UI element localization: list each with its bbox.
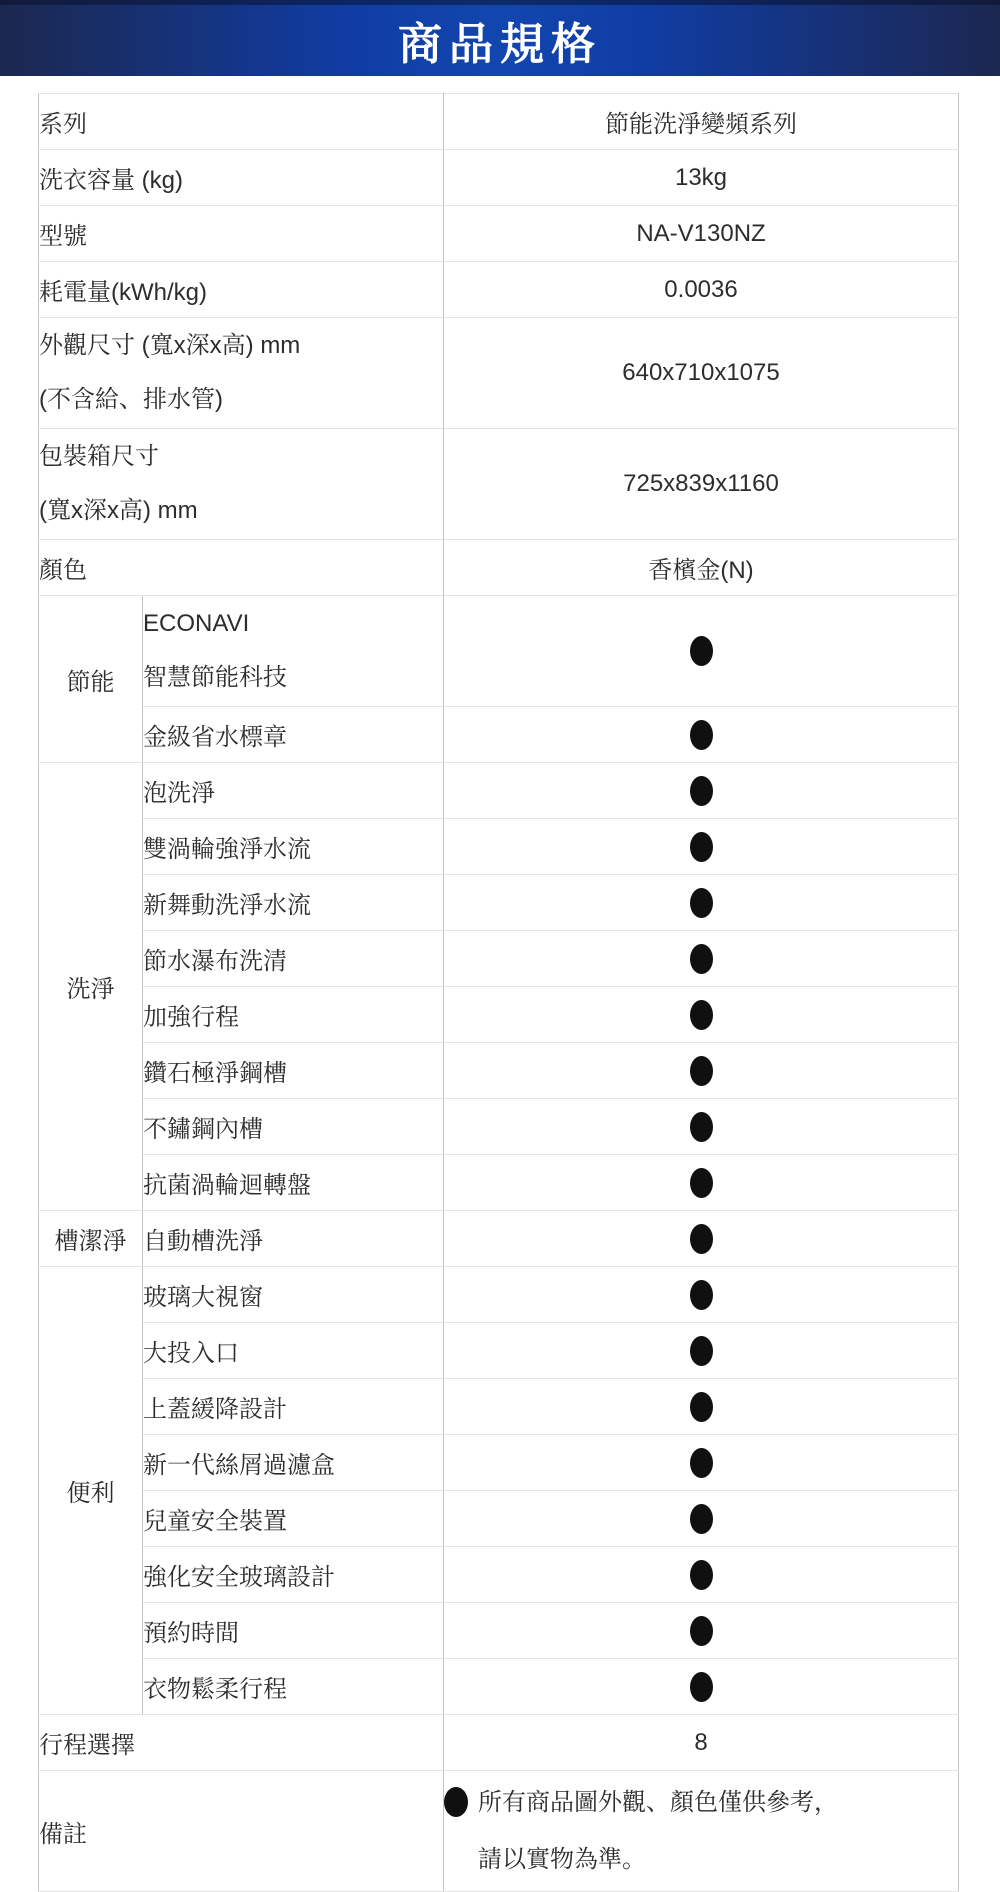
- note-bullet-icon: [444, 1787, 468, 1817]
- feature-bullet-icon: [690, 1336, 713, 1366]
- feature-bullet-icon: [690, 1504, 713, 1534]
- feature-bullet-icon: [690, 1672, 713, 1702]
- feature-label: 金級省水標章: [143, 707, 444, 763]
- feature-label: 新一代絲屑過濾盒: [143, 1435, 444, 1491]
- feature-bullet-icon: [690, 888, 713, 918]
- spec-value-package: 725x839x1160: [444, 429, 959, 540]
- spec-value-series: 節能洗淨變頻系列: [444, 94, 959, 150]
- feature-label: 節水瀑布洗清: [143, 931, 444, 987]
- spec-table: [38, 93, 959, 1892]
- feature-bullet-icon: [690, 1112, 713, 1142]
- table-row: [39, 1435, 959, 1491]
- table-row: [39, 596, 959, 707]
- feature-bullet-icon: [690, 1448, 713, 1478]
- feature-label: 抗菌渦輪迴轉盤: [143, 1155, 444, 1211]
- table-row: [39, 262, 959, 318]
- spec-label-model: 型號: [39, 206, 444, 262]
- spec-label-package: 包裝箱尺寸 (寬x深x高) mm: [39, 429, 444, 540]
- spec-value-capacity: 13kg: [444, 150, 959, 206]
- spec-label-cycles: 行程選擇: [39, 1715, 444, 1771]
- spec-label-remark: 備註: [39, 1771, 444, 1892]
- table-row: [39, 1379, 959, 1435]
- table-row: [39, 1715, 959, 1771]
- feature-bullet-icon: [690, 1056, 713, 1086]
- spec-label-capacity: 洗衣容量 (kg): [39, 150, 444, 206]
- table-row: [39, 1155, 959, 1211]
- spec-value-color: 香檳金(N): [444, 540, 959, 596]
- table-row: [39, 429, 959, 540]
- table-row: [39, 1771, 959, 1892]
- feature-label: 衣物鬆柔行程: [143, 1659, 444, 1715]
- feature-label: 鑽石極淨鋼槽: [143, 1043, 444, 1099]
- group-label-washing: 洗淨: [39, 763, 143, 1211]
- table-row: [39, 987, 959, 1043]
- table-row: [39, 318, 959, 429]
- table-row: [39, 875, 959, 931]
- feature-bullet-icon: [690, 1616, 713, 1646]
- feature-label: 自動槽洗淨: [143, 1211, 444, 1267]
- feature-label: 上蓋緩降設計: [143, 1379, 444, 1435]
- spec-value-power: 0.0036: [444, 262, 959, 318]
- spec-value-dimensions: 640x710x1075: [444, 318, 959, 429]
- remark-cell: [444, 1771, 959, 1892]
- feature-label: 泡洗淨: [143, 763, 444, 819]
- feature-bullet-icon: [690, 1224, 713, 1254]
- feature-label: 加強行程: [143, 987, 444, 1043]
- feature-label: 雙渦輪強淨水流: [143, 819, 444, 875]
- spec-label-power: 耗電量(kWh/kg): [39, 262, 444, 318]
- feature-bullet-icon: [690, 1000, 713, 1030]
- table-row: [39, 763, 959, 819]
- spec-label-series: 系列: [39, 94, 444, 150]
- table-row: [39, 1267, 959, 1323]
- feature-label: 兒童安全裝置: [143, 1491, 444, 1547]
- table-row: [39, 94, 959, 150]
- feature-bullet-icon: [690, 944, 713, 974]
- table-row: [39, 540, 959, 596]
- note-text: 所有商品圖外觀、顏色僅供參考， 請以實物為準。: [444, 1774, 958, 1888]
- table-row: [39, 931, 959, 987]
- spec-label-dimensions: 外觀尺寸 (寬x深x高) mm (不含給、排水管): [39, 318, 444, 429]
- feature-label: 預約時間: [143, 1603, 444, 1659]
- feature-bullet-icon: [690, 776, 713, 806]
- feature-bullet-icon: [690, 1392, 713, 1422]
- feature-label: 大投入口: [143, 1323, 444, 1379]
- table-row: [39, 707, 959, 763]
- spec-value-model: NA-V130NZ: [444, 206, 959, 262]
- feature-label: 玻璃大視窗: [143, 1267, 444, 1323]
- feature-bullet-icon: [690, 1280, 713, 1310]
- group-label-energy: 節能: [39, 596, 143, 763]
- table-row: [39, 819, 959, 875]
- feature-bullet-icon: [690, 832, 713, 862]
- table-row: [39, 206, 959, 262]
- feature-bullet-icon: [690, 720, 713, 750]
- spec-label-color: 顏色: [39, 540, 444, 596]
- table-row: [39, 1211, 959, 1267]
- feature-label: ECONAVI 智慧節能科技: [143, 596, 444, 707]
- group-label-convenience: 便利: [39, 1267, 143, 1715]
- feature-bullet-icon: [690, 1168, 713, 1198]
- page-title: 商品規格: [398, 19, 602, 69]
- table-row: [39, 1099, 959, 1155]
- table-row: [39, 1323, 959, 1379]
- feature-bullet-icon: [690, 1560, 713, 1590]
- spec-value-cycles: 8: [444, 1715, 959, 1771]
- table-row: [39, 1547, 959, 1603]
- table-row: [39, 150, 959, 206]
- group-label-tub-clean: 槽潔淨: [39, 1211, 143, 1267]
- feature-label: 強化安全玻璃設計: [143, 1547, 444, 1603]
- table-row: [39, 1491, 959, 1547]
- table-row: [39, 1603, 959, 1659]
- table-row: [39, 1659, 959, 1715]
- table-row: [39, 1043, 959, 1099]
- feature-label: 新舞動洗淨水流: [143, 875, 444, 931]
- feature-bullet-icon: [690, 636, 713, 666]
- page-header-banner: [0, 0, 1000, 76]
- feature-label: 不鏽鋼內槽: [143, 1099, 444, 1155]
